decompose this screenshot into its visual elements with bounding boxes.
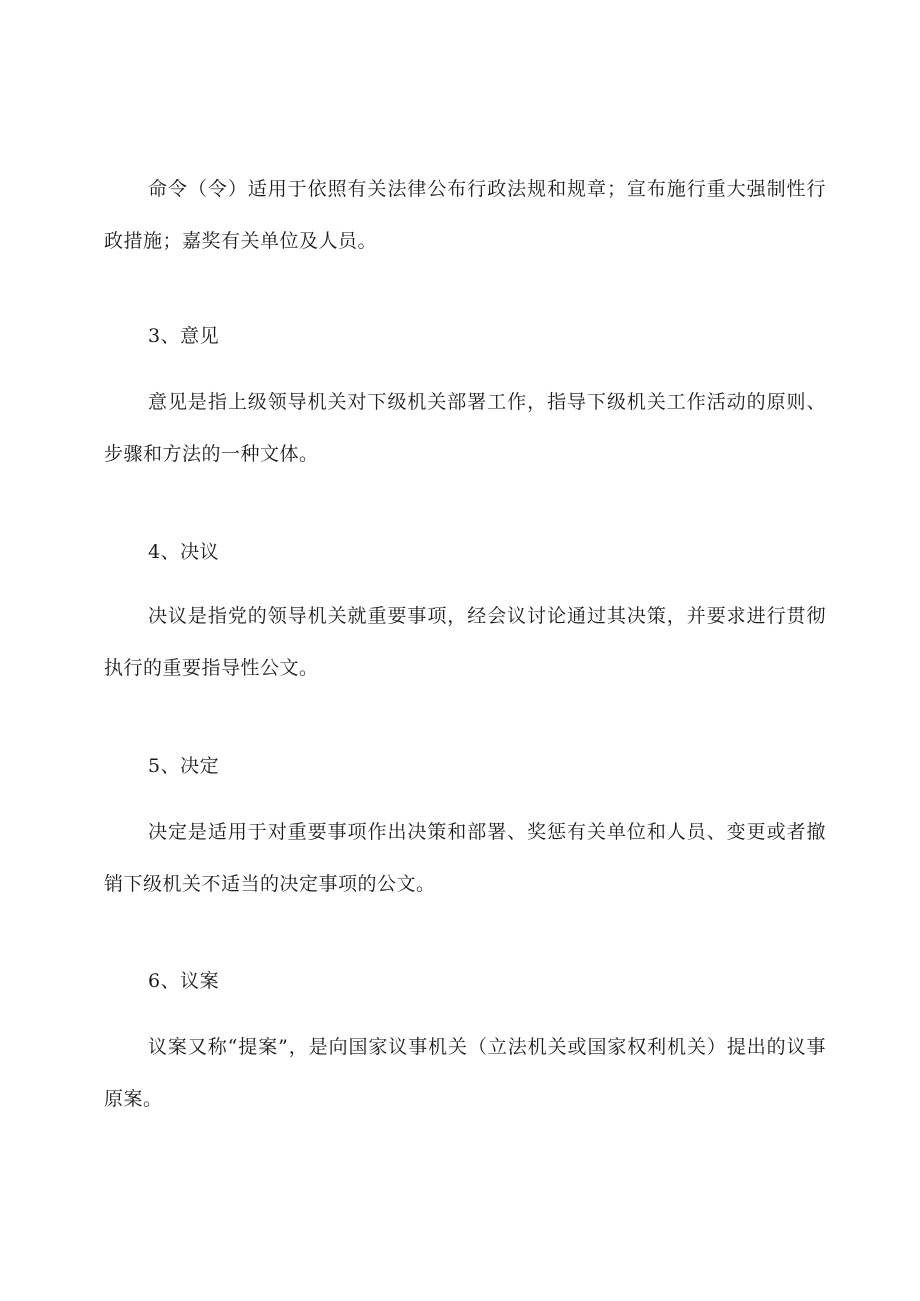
section-heading-motion: 6、议案 [148, 970, 220, 992]
section-heading-resolution: 4、决议 [148, 541, 220, 563]
paragraph-opinion: 意见是指上级领导机关对下级机关部署工作，指导下级机关工作活动的原则、步骤和方法的一种文体。 [104, 391, 826, 465]
section-heading-opinion: 3、意见 [148, 325, 220, 347]
paragraph-command: 命令（令）适用于依照有关法律公布行政法规和规章；宣布施行重大强制性行政措施；嘉奖有关单位及人员。 [104, 178, 826, 252]
paragraph-resolution: 决议是指党的领导机关就重要事项，经会议讨论通过其决策，并要求进行贯彻执行的重要指导性公文。 [104, 605, 826, 679]
section-heading-decision: 5、决定 [148, 755, 220, 777]
paragraph-motion: 议案又称“提案”，是向国家议事机关（立法机关或国家权利机关）提出的议事原案。 [104, 1036, 826, 1110]
paragraph-decision: 决定是适用于对重要事项作出决策和部署、奖惩有关单位和人员、变更或者撤销下级机关不适当的决定事项的公文。 [104, 821, 826, 895]
